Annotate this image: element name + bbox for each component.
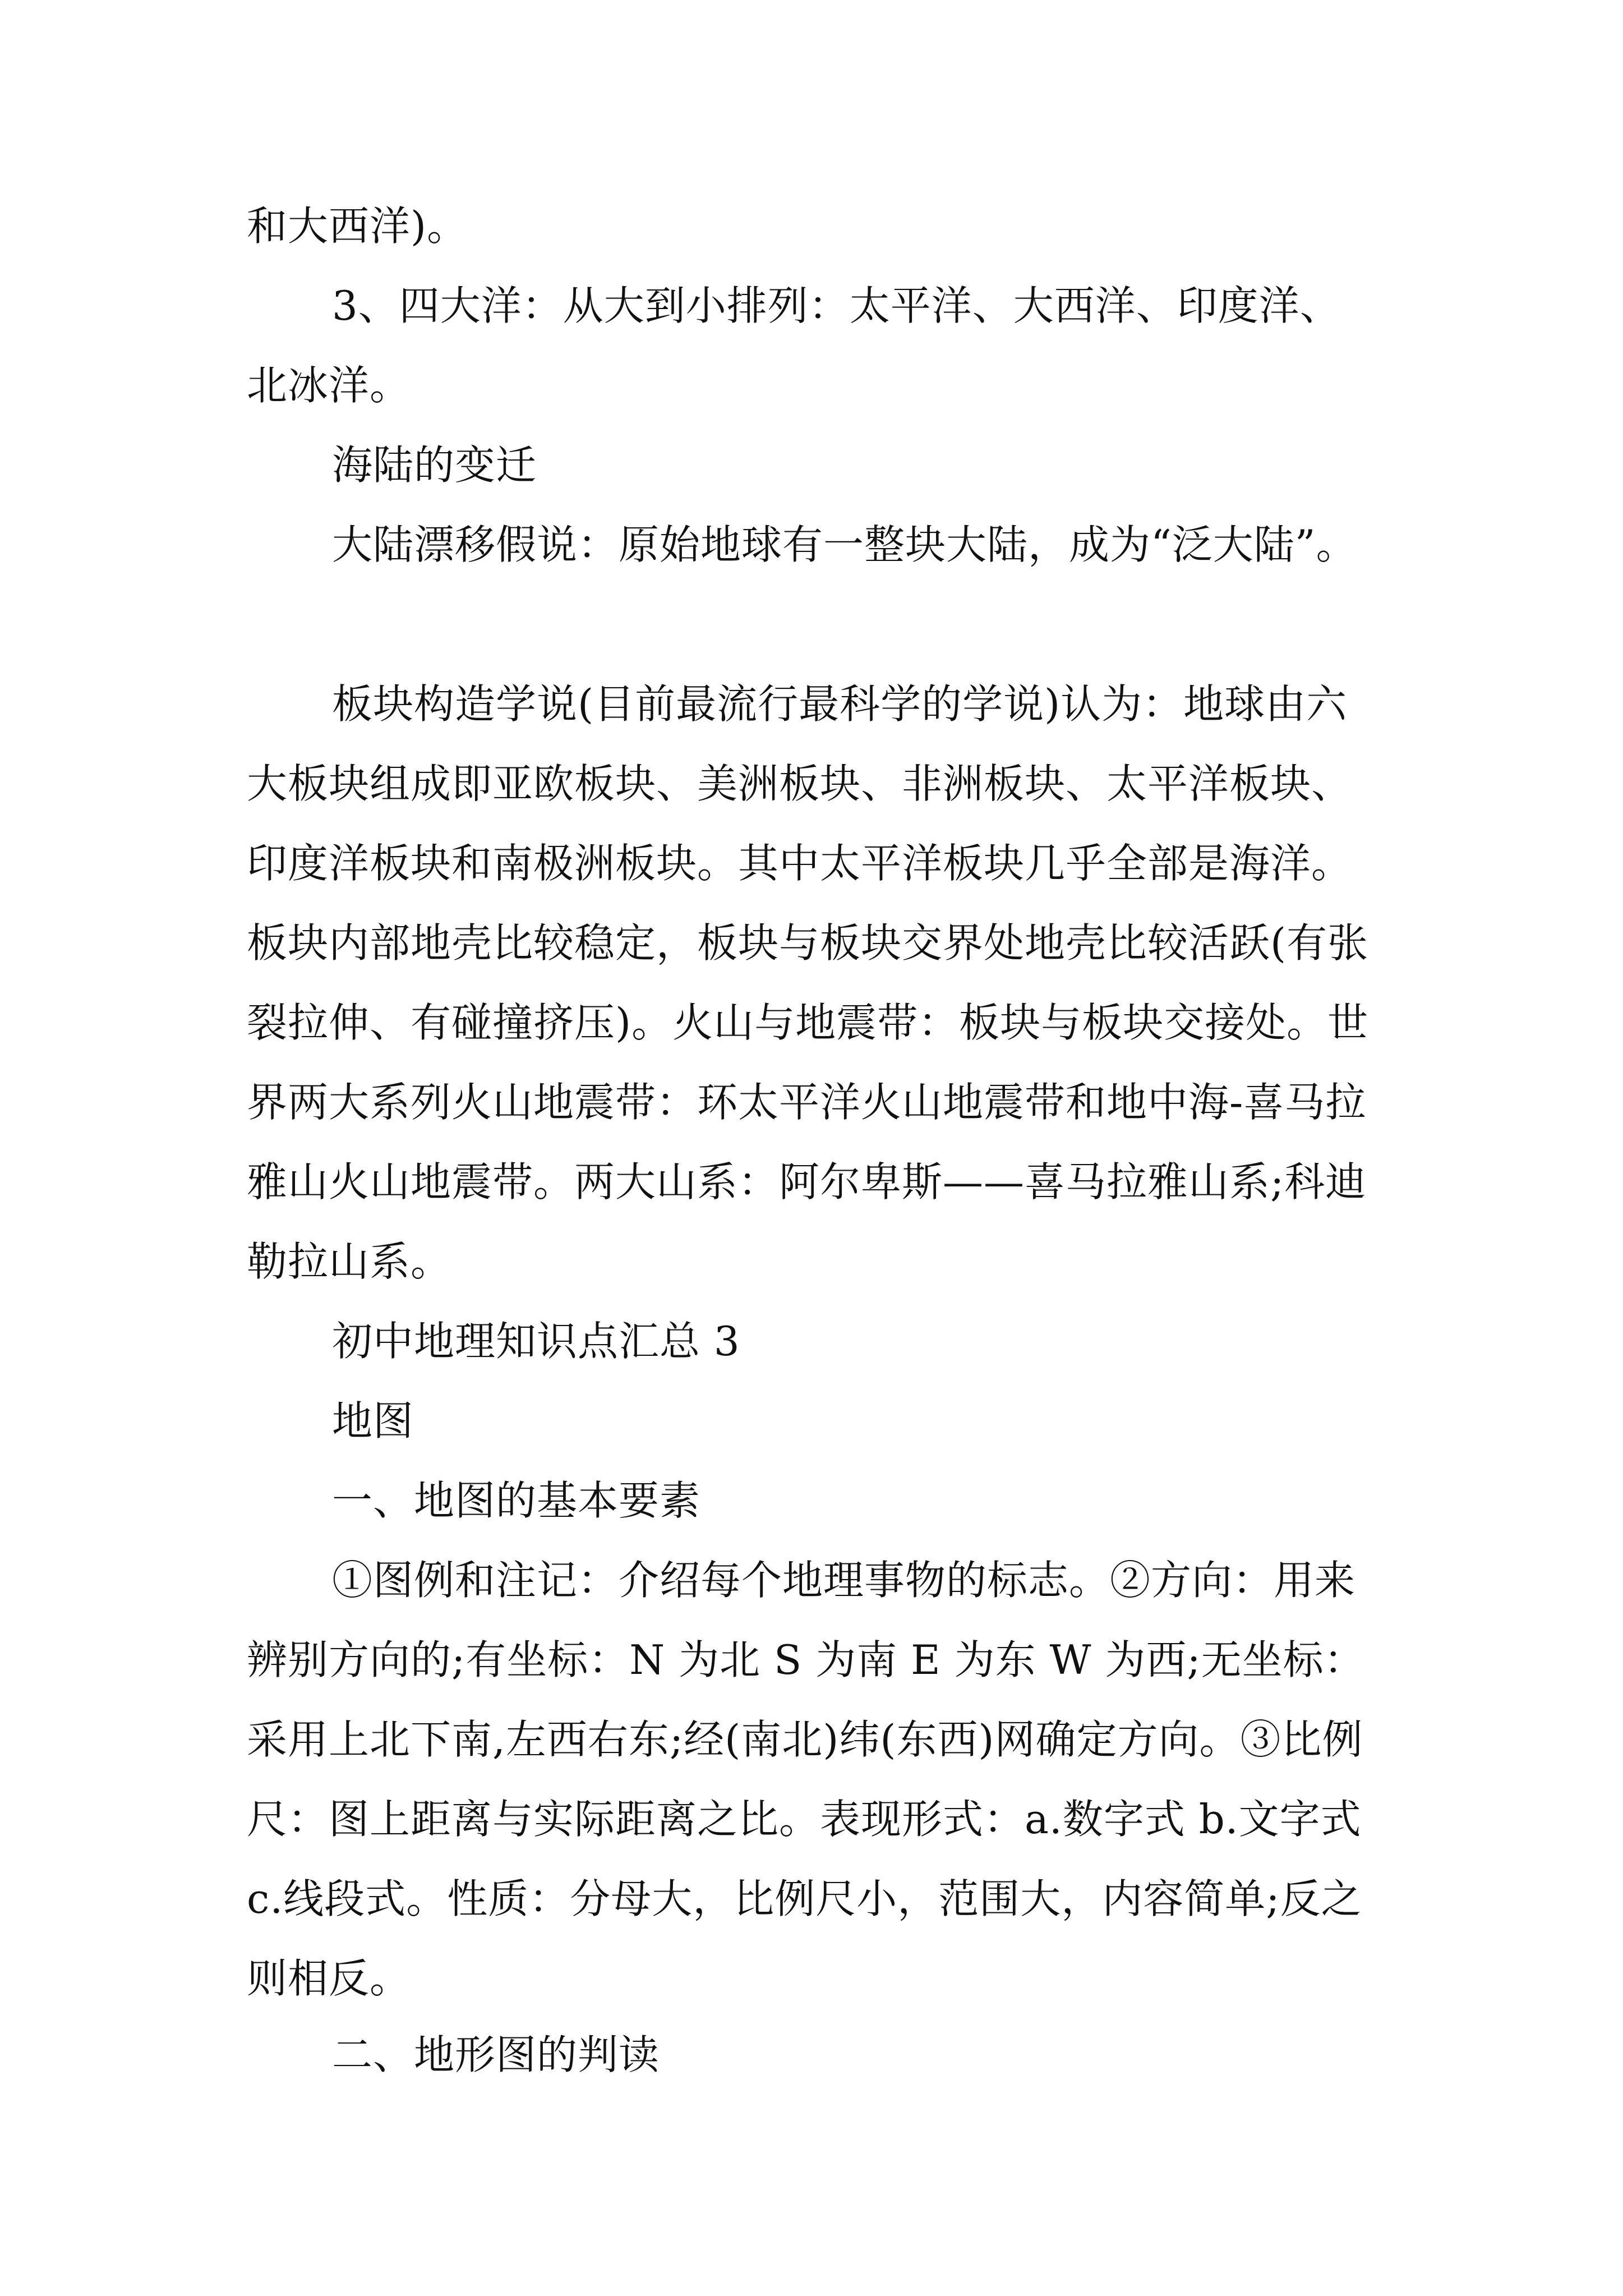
heading-text: 初中地理知识点汇总 3: [332, 1318, 740, 1365]
paragraph-plate-tectonics: [247, 664, 1380, 1301]
paragraph-continuation: [247, 186, 1380, 266]
heading-text: 一、地图的基本要素: [332, 1477, 701, 1524]
heading-topographic-map: [247, 2015, 1380, 2095]
heading-text: 二、地形图的判读: [332, 2031, 660, 2078]
heading-map-elements: [247, 1461, 1380, 1540]
paragraph-map-elements: [247, 1540, 1380, 2018]
heading-text: 地图: [332, 1397, 414, 1444]
heading-text: 海陆的变迁: [332, 441, 537, 489]
paragraph-text: 和大西洋)。: [247, 203, 468, 250]
paragraph-text: 大陆漂移假说：原始地球有一整块大陆，成为“泛大陆”。: [332, 521, 1357, 568]
paragraph-continental-drift: [247, 505, 1380, 585]
heading-sea-land-change: [247, 425, 1380, 505]
paragraph-text: ①图例和注记：介绍每个地理事物的标志。②方向：用来辨别方向的;有坐标：N 为北 S 为南 E 为东 W 为西;无坐标：采用上北下南,左西右东;经(南北)纬(东西)网确定方向。③比例尺：图上距离与实际距离之比。表现形式：a.数字式 b.文字式 c.线段式。性质：分母大，比例尺小，范围大，内容简单;反之则相反。: [247, 1557, 1365, 2002]
paragraph-text: 3、四大洋：从大到小排列：太平洋、大西洋、印度洋、北冰洋。: [247, 282, 1341, 409]
heading-summary-3: [247, 1301, 1380, 1381]
paragraph-four-oceans: [247, 266, 1380, 425]
paragraph-text: 板块构造学说(目前最流行最科学的学说)认为：地球由六大板块组成即亚欧板块、美洲板块、非洲板块、太平洋板块、印度洋板块和南极洲板块。其中太平洋板块几乎全部是海洋。板块内部地壳比较稳定，板块与板块交界处地壳比较活跃(有张裂拉伸、有碰撞挤压)。火山与地震带：板块与板块交接处。世界两大系列火山地震带：环太平洋火山地震带和地中海-喜马拉雅山火山地震带。两大山系：阿尔卑斯——喜马拉雅山系;科迪勒拉山系。: [247, 680, 1369, 1285]
heading-map: [247, 1381, 1380, 1461]
